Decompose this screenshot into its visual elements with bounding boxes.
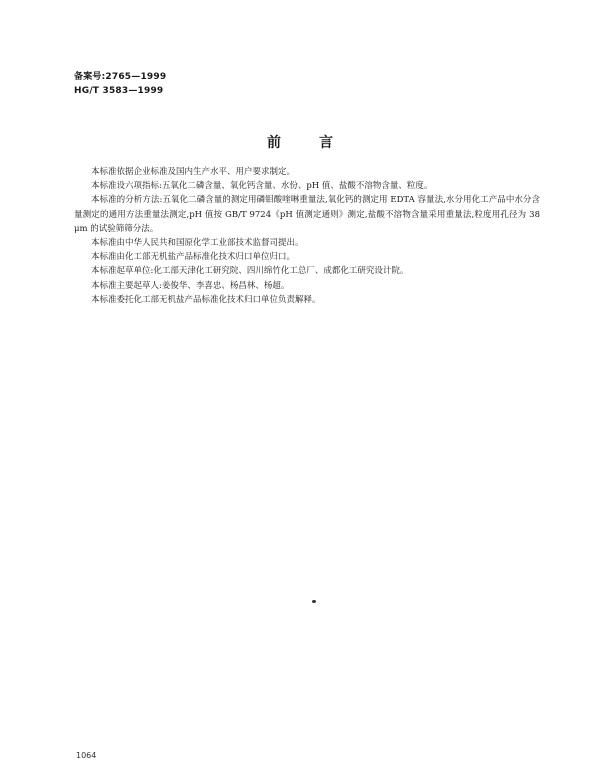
paragraph-8: 本标准委托化工部无机盐产品标准化技术归口单位负责解释。: [91, 294, 321, 305]
paragraph-4: 本标准由中华人民共和国原化学工业部技术监督司提出。: [91, 238, 304, 249]
standard-number: HG/T 3583—1999: [74, 86, 164, 96]
page-title: 前言: [267, 135, 371, 151]
paragraph-6: 本标准起草单位:化工部天津化工研究院、四川绵竹化工总厂、成都化工研究设计院。: [91, 266, 409, 277]
document-header: [74, 70, 166, 98]
scan-speck: [312, 600, 316, 603]
paragraph-7: 本标准主要起草人:姜俊华、李喜忠、杨昌林、杨超。: [91, 280, 290, 291]
foreword-body: [74, 165, 540, 307]
paragraph-5: 本标准由化工部无机盐产品标准化技术归口单位归口。: [91, 252, 296, 263]
filing-number: 备案号:2765—1999: [74, 72, 167, 82]
paragraph-2: 本标准设六项指标:五氧化二磷含量、氧化钙含量、水份、pH 值、盐酸不溶物含量、粒度。: [91, 181, 433, 192]
paragraph-1: 本标准依据企业标准及国内生产水平、用户要求制定。: [91, 167, 296, 177]
page-number: 1064: [76, 751, 97, 760]
paragraph-3: 本标准的分析方法:五氧化二磷含量的测定用磷钼酸喹啉重量法,氧化钙的测定用 EDTA 容量法,水分用化工产品中水分含量测定的通用方法重量法测定,pH 值按 GB/T 9724《pH 值测定通则》测定,盐酸不溶物含量采用重量法,粒度用孔径为 38 μm 的试验筛筛分法。: [74, 195, 540, 234]
